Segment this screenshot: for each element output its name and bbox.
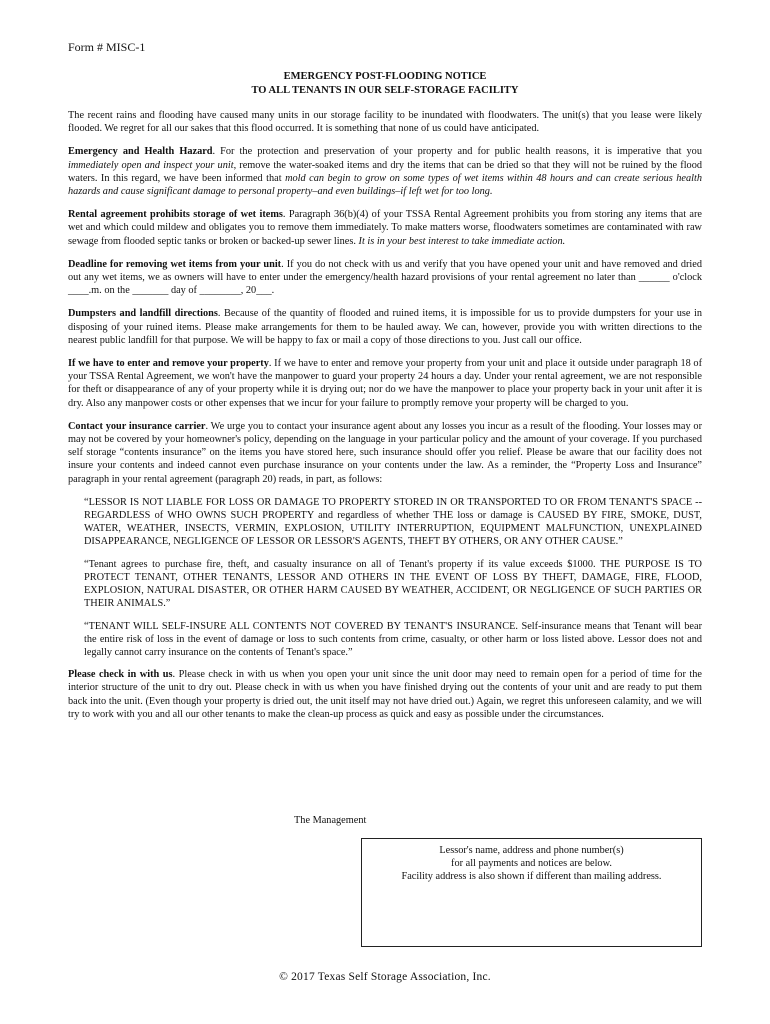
quote-liability: “LESSOR IS NOT LIABLE FOR LOSS OR DAMAGE TO PROPERTY STORED IN OR TRANSPORTED TO OR FROM TENANT'S SPACE -- REGARDLESS of WHO OWNS SUCH PROPERTY and regardless of whether THE loss or damage is CAUSED BY FIRE, SMOKE, DUST, WATER, WEATHER, INSECTS, VERMIN, EXPLOSION, UTILITY INTERRUPTION, EQUIPMENT MALFUNCTION, UNEXPLAINED DISAPPEARANCE, NEGLIGENCE OF LESSOR OR LESSOR'S AGENTS, THEFT BY OTHERS, OR ANY OTHER CAUSE.” [84,496,702,548]
title-line-1: EMERGENCY POST-FLOODING NOTICE [283,71,487,82]
checkin-paragraph: Please check in with us. Please check in with us when you open your unit since the unit door may need to remain open for a period of time for the interior structure of the unit to dry out. Please check in with us when you have finished drying out the contents of your unit and are ready to put them back into the unit. (Even though your property is dried out, the unit itself may not have dried out.) Again, we regret this unforeseen calamity, and we will try to work with you and all our other tenants to make the clean-up process as quick and easy as possible under the circumstances. [68,669,702,720]
hazard-paragraph: Emergency and Health Hazard. For the protection and preservation of your property and for public health reasons, it is imperative that you immediately open and inspect your unit, remove the water-soaked items and dry the items that can be dried so that they will not be ruined by the flood waters. In this regard, we have been informed that mold can begin to grow on some types of wet items within 48 hours and can create serious health hazards and cause significant damage to personal property–and even buildings–if left wet for too long. [68,146,703,198]
checkin-heading: Please check in with us [68,669,173,681]
signature: The Management [294,815,367,826]
lessor-box-line-1: Lessor's name, address and phone number(s) [439,845,624,856]
lessor-info-box [361,838,702,947]
dumpsters-paragraph: Dumpsters and landfill directions. Because of the quantity of flooded and ruined items, it is impossible for us to provide dumpsters for your use in disposing of your ruined items. Please make arrangements for them to be hauled away. We can, however, provide you with written directions to the nearest public landfill for that purpose. We will be happy to fax or mail a copy of those directions to you. Just call our office. [68,308,702,346]
copyright-notice: © 2017 Texas Self Storage Association, Inc. [279,971,491,983]
deadline-heading: Deadline for removing wet items from your unit [68,258,282,270]
enter-paragraph: If we have to enter and remove your property. If we have to enter and remove your property from your unit and place it outside under paragraph 18 of your TSSA Rental Agreement, we won't have the manpower to guard your property 24 hours a day. Under your rental agreement, we are not responsible for theft or disappearance of any of your property while it is drying out; nor do we have the manpower to place your property back in your unit after it is dry. Also any manpower costs or other expenses that we incur for your failure to promptly remove your property will be charged to you. [68,358,703,409]
quote-self-insure: “TENANT WILL SELF-INSURE ALL CONTENTS NOT COVERED BY TENANT'S INSURANCE. Self-insurance means that Tenant will bear the entire risk of loss in the event of damage or loss to such contents from crime, casualty, or other harm or loss listed above. Lessor does not and legally cannot carry insurance on the contents of Tenant's space.” [84,620,702,658]
lessor-box-line-2: for all payments and notices are below. [451,858,612,869]
lessor-box-line-3: Facility address is also shown if different than mailing address. [401,871,662,882]
enter-heading: If we have to enter and remove your property [68,358,269,370]
hazard-heading: Emergency and Health Hazard [68,146,213,158]
dumpsters-heading: Dumpsters and landfill directions [68,308,218,320]
document-title [68,70,702,98]
intro-paragraph: The recent rains and flooding have caused many units in our storage facility to be inundated with floodwaters. The unit(s) that you lease were likely flooded. We regret for all our sakes that this flood occurred. It is something that none of us could have anticipated. [68,110,702,135]
insurance-paragraph: Contact your insurance carrier. We urge you to contact your insurance agent about any losses you incur as a result of the flooding. Your losses may or may not be covered by your homeowner's policy, depending on the language in your particular policy and the amount of your coverage. If you purchased self storage “contents insurance” on the items you have stored here, such insurance should offer you relief. Please be aware that our facility does not insure your contents and indeed cannot even purchase insurance on your contents under the law. As a reminder, the “Property Loss and Insurance” paragraph in your rental agreement (paragraph 20) reads, in part, as follows: [68,420,702,485]
insurance-heading: Contact your insurance carrier [68,420,206,432]
title-line-2: TO ALL TENANTS IN OUR SELF-STORAGE FACILITY [251,85,519,96]
deadline-paragraph: Deadline for removing wet items from your unit. If you do not check with us and verify that you have opened your unit and have removed and dried out any wet items, we as owners will have to enter under the emergency/health hazard provisions of your rental agreement no later than ______ o'clock ____.m. on the _______ day of ________, 20___. [68,258,703,297]
form-number: Form # MISC-1 [68,40,146,54]
quote-tenant-insurance: “Tenant agrees to purchase fire, theft, and casualty insurance on all of Tenant's property if its value exceeds $1000. THE PURPOSE IS TO PROTECT TENANT, OTHER TENANTS, LESSOR AND OTHERS IN THE EVENT OF LOSS BY THEFT, DAMAGE, FIRE, FLOOD, EXPLOSION, NATURAL DISASTER, OR OTHER HARM CAUSED BY WEATHER, ACCIDENT, OR NEGLIGENCE OF SUCH PARTIES OR THEIR ANIMALS.” [84,558,702,610]
rental-paragraph: Rental agreement prohibits storage of wet items. Paragraph 36(b)(4) of your TSSA Rental Agreement prohibits you from storing any items that are wet and which could mildew and obligates you to remove them immediately. To make matters worse, floodwaters sometimes are contaminated with raw sewage from flooded septic tanks or broken or backed-up sewer lines. It is in your best interest to take immediate action. [68,209,703,247]
rental-heading: Rental agreement prohibits storage of wet items [68,209,283,221]
notice-body [68,109,702,731]
